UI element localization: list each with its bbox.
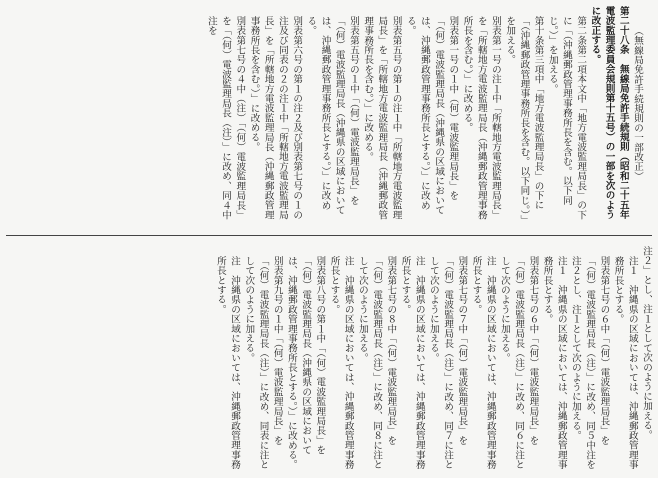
text-line: 別表第一号の注１中「所轄地方電波監理局長」を「所轄地方電波監理局長（沖縄郵政管理事務所長を含む。）」に改める。 <box>461 16 501 220</box>
text-line: 別表第九号の１中「（何）電波監理局長」を「（何）電波監理局長（注）」に改め、同表に注として次のように加える。 <box>243 256 283 470</box>
top-text-block <box>8 6 644 222</box>
text-line: 別表第五号の１中「（何）電波監理局長」を「（何）電波監理局長（沖縄県の区域においては、沖縄郵政管理事務所長とする。）」に改める。 <box>305 16 359 215</box>
note-line: 注 沖縄県の区域においては、沖縄郵政管理事務所長とする。 <box>399 256 425 470</box>
text-line: 別表第一号の１中（何）電波監理局長」を「（何）電波監理局長（沖縄県の区域においては、沖縄郵政管理事務所長とする。）」に改める。 <box>404 16 459 215</box>
note-line: 注１ 沖縄県の区域においては、沖縄郵政管理事務所長とする。 <box>541 256 567 470</box>
article-heading: 第二十八条 無線局免許手続規則（昭和二十五年電波監理委員会規則第十五号）の一部を次のように改正する。 <box>589 6 629 220</box>
text-line: 別表第七号の４中（注）「（何）電波監理局長」を「（何）電波監理局長（注）」に改め、同４中注を <box>205 16 246 220</box>
text-line: 別表第七号の７中「（何）電波監理局長」を「（何）電波監理局長（注）」に改め、同７に注として次のように加える。 <box>427 256 468 470</box>
text-line: 別表第五号の第１の注１中「所轄地方電波監理局長」を「所轄地方電波監理局長（沖縄郵政管理事務所長を含む。）」に改める。 <box>362 16 402 220</box>
note-line: 注 沖縄県の区域においては、沖縄郵政管理事務所長とする。 <box>470 256 496 470</box>
text-line: 注２」とし、注１として次のように加える。 <box>641 246 652 440</box>
note-line: 注 沖縄県の区域においては、沖縄郵政管理事務所長とする。 <box>328 256 354 470</box>
section-caption: （無線局免許手続規則の一部改正） <box>632 26 643 182</box>
text-line: 別表第七号の８中「（何）電波監理局長」を「（何）電波監理局長（注）」に改め、同８に注として次のように加える。 <box>356 256 397 470</box>
note-line: 注 沖縄県の区域においては、沖縄郵政管理事務所長とする。 <box>214 256 241 470</box>
section-divider <box>6 235 652 236</box>
text-line: 別表第七号の６中「（何）電波監理局長」を「（何）電波監理局長（注）」に改め、同６に注として次のように加える。 <box>498 256 539 470</box>
bottom-text-block <box>8 246 653 474</box>
text-line: 別表第八号の第１中「（何）電波監理局長」を「（何）電波監理局長（沖縄県の区域においては、沖縄郵政管理事務所長とする。）」に改める。 <box>285 256 326 470</box>
text-line: 第十条第三項中「地方電波監理局長」の下に「（沖縄郵政管理事務所長を含む。以下同じ。）」を加える。 <box>504 16 544 220</box>
text-line: 第二条第二項本文中「地方電波監理局長」の下に「（沖縄郵政管理事務所長を含む。以下同じ。）」を加える。 <box>546 16 587 220</box>
note-line: 注１ 沖縄県の区域においては、沖縄郵政管理事務所長とする。 <box>612 256 638 470</box>
text-line: 別表第六号の第１の注２及び別表第七号の１の注及び同表の２の注１中「所轄地方電波監理局長」を「所轄地方電波監理局長（沖縄郵政管理事務所長を含む。）」に改める。 <box>248 16 303 220</box>
text-line: 別表第七号の６中「（何）電波監理局長」を「（何）電波監理局長（注）」に改め、同５中注を注２とし、注１として次のように加える。 <box>569 256 610 470</box>
